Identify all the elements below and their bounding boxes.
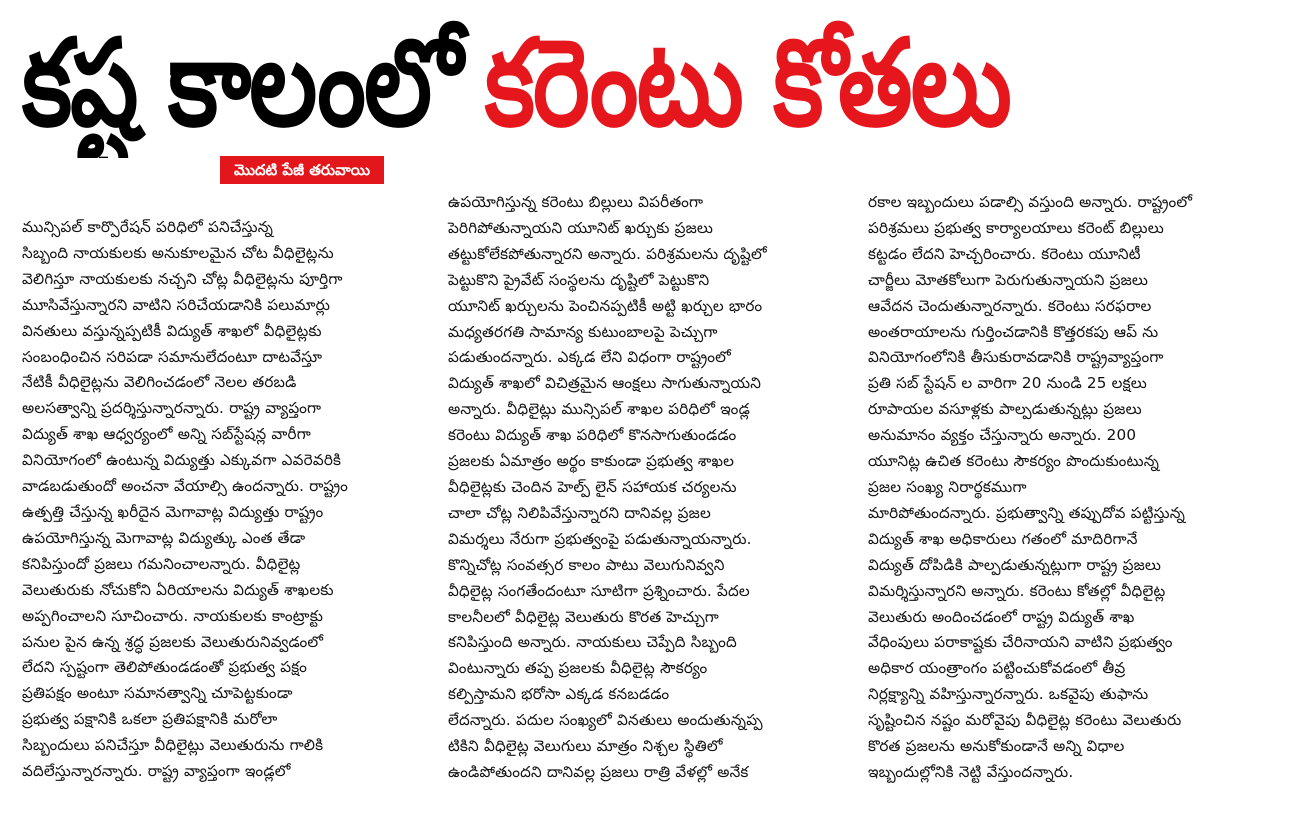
- article-line: పడుతుందన్నారు. ఎక్కడ లేని విధంగా రాష్ట్రంలో: [448, 348, 731, 367]
- article-line: టికిని వీధిలైట్ల వెలుగులు మాత్రం నిశ్చల స్థితిలో: [448, 737, 723, 756]
- article-line: రూపాయల వసూళ్లకు పాల్పడుతున్నట్లు ప్రజలు: [868, 400, 1142, 419]
- article-line: వెలిగిస్తూ నాయకులకు నచ్చని చోట్ల వీధిలైట్లను పూర్తిగా: [22, 269, 343, 288]
- headline-black: కష్ట కాలంలో: [22, 13, 461, 153]
- article-line: లేదని స్పష్టంగా తెలిపోతుండడంతో ప్రభుత్వ పక్షం: [22, 658, 308, 677]
- article-line: సిబ్బంది నాయకులకు అనుకూలమైన చోట వీధిలైట్లను: [22, 243, 334, 262]
- article-line: వీధిలైట్ల సంగతేందంటూ సూటిగా ప్రశ్నించారు. పేదల: [448, 581, 750, 600]
- article-line: కాలనీలలో వీధిలైట్ల వెలుతురు కొరత హెచ్చుగా: [448, 607, 719, 626]
- article-line: విమర్శిస్తున్నారని అన్నారు. కరెంటు కోతల్లో వీధిలైట్ల: [868, 581, 1166, 600]
- article-line: మున్సిపల్ కార్పొరేషన్ పరిధిలో పనిచేస్తున్న: [22, 218, 274, 236]
- article-line: సృష్టించిన నష్టం మరోవైపు వీధిలైట్ల కరెంటు వెలుతురు: [868, 711, 1182, 730]
- article-line: యూనిట్ ఖర్చులను పెంచినప్పటికీ అట్టి ఖర్చుల భారం: [448, 296, 763, 315]
- article-line: విద్యుత్ శాఖలో విచిత్రమైన ఆంక్షలు సాగుతున్నాయని: [448, 374, 762, 393]
- article-line: మారిపోతుందన్నారు. ప్రభుత్వాన్ని తప్పుదోవ పట్టిస్తున్న: [868, 503, 1186, 522]
- headline: [22, 8, 1282, 158]
- continued-tag: మొదటి పేజీ తరువాయి: [220, 156, 384, 184]
- article-line: వింటున్నారు తప్ప ప్రజలకు వీధిలైట్ల సౌకర్యం: [448, 659, 708, 678]
- article-line: చాలా చోట్ల నిలిపివేస్తున్నారని దానివల్ల ప్రజల: [448, 503, 711, 522]
- article-line: ఉపయోగిస్తున్న మెగావాట్ల విద్యుత్కు ఎంత తేడా: [22, 528, 306, 547]
- article-line: వాడబడుతుందో అంచనా వేయాల్సి ఉందన్నారు. రాష్ట్రం: [22, 477, 349, 496]
- article-line: కల్పిస్తామని భరోసా ఎక్కడ కనబడడం: [448, 685, 670, 704]
- article-line: వేధింపులు పరాకాష్టకు చేరినాయని వాటిని ప్రభుత్వం: [868, 633, 1173, 652]
- article-line: ప్రభుత్వ పక్షానికి ఒకలా ప్రతిపక్షానికి మరోలా: [22, 710, 278, 729]
- headline-red: కరెంటు కోతలు: [484, 13, 1010, 153]
- article-line: అంతరాయాలను గుర్తించడానికి కొత్తరకపు ఆప్ ను: [868, 322, 1159, 341]
- article-line: రకాల ఇబ్బందులు పడాల్సి వస్తుంది అన్నారు. రాష్ట్రంలో: [868, 193, 1193, 211]
- article-line: విద్యుత్ దోపిడికి పాల్పడుతున్నట్లుగా రాష్ట్ర ప్రజలు: [868, 555, 1162, 574]
- article-line: ఉత్పత్తి చేస్తున్న ఖరీదైన మెగావాట్ల విద్యుత్తు రాష్ట్రం: [22, 502, 324, 521]
- article-column-1: [22, 215, 422, 785]
- article-line: పరిశ్రమలు ప్రభుత్వ కార్యాలయాలు కరెంట్ బిల్లులు: [868, 218, 1164, 237]
- article-line: మూసివేస్తున్నారని వాటిని సరిచేయడానికి పలుమార్లు: [22, 295, 331, 314]
- article-line: కొన్నిచోట్ల సంవత్సర కాలం పాటు వెలుగునివ్వని: [448, 555, 725, 574]
- article-line: వినతులు వస్తున్నప్పటికీ విద్యుత్ శాఖలో వీధిలైట్లకు: [22, 321, 322, 340]
- article-line: పెట్టుకొని ప్రైవేట్ సంస్థలను దృష్టిలో పెట్టుకొని: [448, 270, 710, 289]
- article-line: సంబంధించిన సరిపడా సమానులేదంటూ దాటవేస్తూ: [22, 347, 323, 366]
- article-line: అన్నారు. వీధిలైట్లు మున్సిపల్ శాఖల పరిధిలో ఇండ్ల: [448, 400, 751, 419]
- article-line: యూనిట్ల ఉచిత కరెంటు సౌకర్యం పొందుకుంటున్న: [868, 452, 1160, 471]
- article-line: పనుల పైన ఉన్న శ్రద్ధ ప్రజలకు వెలుతురునివ్వడంలో: [22, 632, 324, 651]
- article-line: పెరిగిపోతున్నాయని యూనిట్ ఖర్చుకు ప్రజలు: [448, 218, 714, 237]
- article-line: సిబ్బందులు పనిచేస్తూ వీధిలైట్లు వెలుతురును గాలికి: [22, 736, 324, 755]
- article-line: కనిపిస్తుందో ప్రజలు గమనించాలన్నారు. వీధిలైట్ల: [22, 554, 301, 573]
- article-line: మధ్యతరగతి సామాన్య కుటుంబాలపై పెచ్చుగా: [448, 322, 718, 341]
- article-line: కరెంటు విద్యుత్ శాఖ పరిధిలో కొనసాగుతుండడం: [448, 426, 737, 445]
- article-line: వీధిలైట్లకు చెందిన హెల్ప్ లైన్ సహాయక చర్యలను: [448, 477, 737, 496]
- article-line: కట్టడం లేదని హెచ్చరించారు. కరెంటు యూనిటీ: [868, 244, 1141, 263]
- article-line: ఉపయోగిస్తున్న కరెంటు బిల్లులు విపరీతంగా: [448, 193, 704, 211]
- article-line: విద్యుత్ శాఖ అధికారులు గతంలో మాదిరిగానే: [868, 529, 1138, 548]
- article-line: విమర్శలు నేరుగా ప్రభుత్వంపై పడుతున్నాయన్నారు.: [448, 529, 752, 548]
- article-line: అలసత్వాన్ని ప్రదర్శిస్తున్నారన్నారు. రాష్ట్ర వ్యాప్తంగా: [22, 399, 322, 418]
- article-line: వినియోగంలోనికి తీసుకురావడానికి రాష్ట్రవ్యాప్తంగా: [868, 348, 1164, 367]
- article-line: నిర్లక్ష్యాన్ని వహిస్తున్నారన్నారు. ఒకవైపు తుఫాను: [868, 685, 1149, 704]
- article-column-3: [868, 190, 1278, 786]
- article-line: ప్రతిపక్షం అంటూ సమానత్వాన్ని చూపెట్టకుండా: [22, 684, 293, 703]
- article-line: కనిపిస్తుంది అన్నారు. నాయకులు చెప్పేది సిబ్బంది: [448, 633, 737, 652]
- article-line: అప్పగించాలని సూచించారు. నాయకులకు కాంట్రాక్టు: [22, 606, 324, 625]
- article-line: ఇబ్బందుల్లోనికి నెట్టి వేస్తుందన్నారు.: [868, 762, 1074, 781]
- article-line: అనుమానం వ్యక్తం చేస్తున్నారు అన్నారు. 200: [868, 426, 1137, 445]
- article-line: వదిలేస్తున్నారన్నారు. రాష్ట్ర వ్యాప్తంగా ఇండ్లలో: [22, 762, 291, 781]
- article-line: ఆవేదన చెందుతున్నారన్నారు. కరెంటు సరఫరాల: [868, 296, 1152, 315]
- article-line: నేటికీ వీధిలైట్లను వెలిగించడంలో నెలల తరబడి: [22, 373, 297, 392]
- article-line: చార్జీలు మోతకోలుగా పెరుగుతున్నాయని ప్రజలు: [868, 270, 1149, 289]
- article-line: వెలుతురు అందించడంలో రాష్ట్ర విద్యుత్ శాఖ: [868, 607, 1135, 626]
- article-line: విద్యుత్ శాఖ ఆధ్వర్యంలో అన్ని సబ్‌స్టేషన్ల వారీగా: [22, 425, 311, 444]
- article-line: ఉండిపోతుందని దానివల్ల ప్రజలు రాత్రి వేళల్లో అనేక: [448, 762, 749, 781]
- article-line: అధికార యంత్రాంగం పట్టించుకోవడంలో తీవ్ర: [868, 659, 1126, 678]
- article-line: ప్రతి సబ్ స్టేషన్ ల వారిగా 20 నుండి 25 లక్షలు: [868, 374, 1148, 393]
- article-line: తట్టుకోలేకపోతున్నారని అన్నారు. పరిశ్రమలను దృష్టిలో: [448, 244, 767, 263]
- article-line: వెలుతురుకు నోచుకోని ఏరియాలను విద్యుత్ శాఖలకు: [22, 580, 334, 599]
- article-line: వినియోగంలో ఉంటున్న విద్యుత్తు ఎక్కువగా ఎవరెవరికి: [22, 451, 342, 470]
- article-line: ప్రజల సంఖ్య నిరార్థకముగా: [868, 477, 1027, 496]
- article-line: లేదన్నారు. పదుల సంఖ్యలో వినతులు అందుతున్నప్ప: [448, 711, 763, 730]
- article-column-2: [448, 190, 848, 786]
- article-line: కొరత ప్రజలను అనుకోకుండానే అన్ని విధాల: [868, 737, 1125, 756]
- article-line: ప్రజలకు ఏమాత్రం అర్థం కాకుండా ప్రభుత్వ శాఖల: [448, 452, 735, 471]
